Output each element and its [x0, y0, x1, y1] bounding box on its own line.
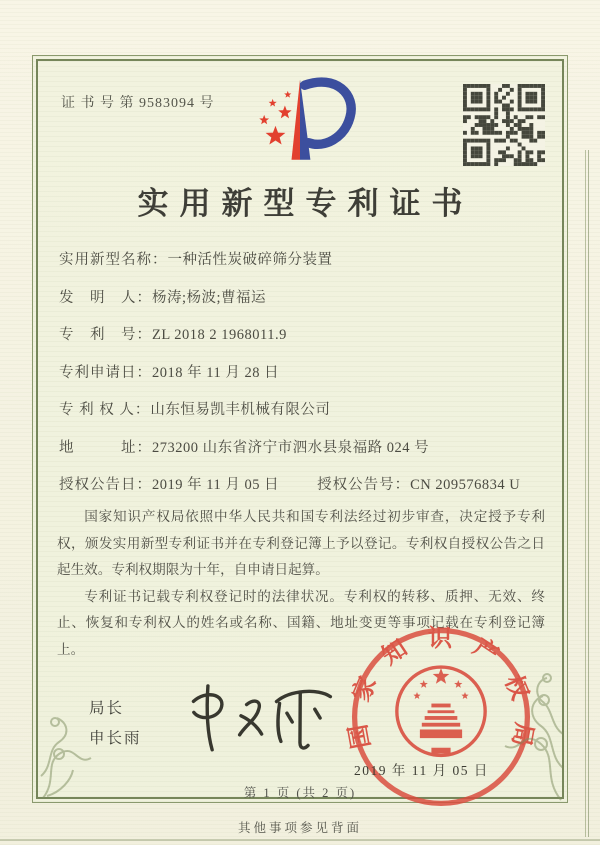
grant-date-value: 2019 年 11 月 05 日 [152, 477, 280, 493]
field-value: 山东恒易凯丰机械有限公司 [150, 402, 331, 418]
field-utility-model-name [59, 250, 543, 270]
qr-code-icon [463, 84, 545, 166]
field-value: ZL 2018 2 1968011.9 [152, 327, 287, 343]
certificate-title: 实用新型专利证书 [137, 186, 474, 221]
cnipa-logo-icon [234, 70, 366, 174]
field-patent-number [59, 325, 543, 345]
field-label: 专 利 号： [59, 327, 152, 343]
field-address [59, 438, 543, 458]
grant-number-label: 授权公告号： [317, 477, 411, 493]
grant-number-value: CN 209576834 U [410, 477, 521, 493]
handwritten-signature-icon [172, 671, 355, 761]
field-patentee [59, 400, 543, 420]
commissioner-name: 申长雨 [89, 730, 142, 747]
certificate-frame [32, 55, 568, 803]
spacer [279, 475, 317, 495]
page-number: 第 1 页 (共 2 页) [243, 786, 357, 800]
logo-red-wedge [292, 80, 300, 160]
commissioner-block [89, 694, 142, 754]
field-label: 专 利 权 人： [59, 402, 151, 418]
seal-national-emblem [397, 667, 485, 755]
field-label: 专利申请日： [59, 364, 152, 381]
legal-paragraph-2: 专利证书记载专利权登记时的法律状况。专利权的转移、质押、无效、终止、恢复和专利权人的姓名或名称、国籍、地址变更等事项记载在专利登记簿上。 [57, 588, 545, 657]
certificate-number: 证 书 号 第 9583094 号 [61, 96, 215, 111]
field-grant-announcement [59, 475, 543, 495]
grant-date-label: 授权公告日： [59, 477, 152, 493]
commissioner-title: 局长 [89, 700, 125, 717]
field-value: 273200 山东省济宁市泗水县泉福路 024 号 [152, 439, 430, 456]
legal-paragraph-1: 国家知识产权局依照中华人民共和国专利法经过初步审查，决定授予专利权，颁发实用新型专利证书并在专利登记簿上予以登记。专利权自授权公告之日起生效。专利权期限为十年，自申请日起算。 [57, 509, 545, 577]
back-note: 其他事项参见背面 [237, 821, 362, 835]
field-inventors [59, 288, 543, 308]
field-value: 一种活性炭破碎筛分装置 [167, 252, 333, 268]
field-list [59, 250, 543, 495]
field-label: 发 明 人： [59, 289, 152, 306]
field-application-date [59, 363, 543, 383]
field-value: 杨涛;杨波;曹福运 [152, 289, 267, 306]
field-label: 实用新型名称： [59, 252, 168, 268]
seal-date: 2019 年 11 月 05 日 [354, 763, 489, 778]
field-value: 2018 年 11 月 28 日 [152, 364, 280, 381]
scan-edge-line [585, 150, 589, 837]
scan-edge-line [0, 839, 600, 841]
logo-p-bowl [305, 82, 351, 144]
seal-text: 国家知识产权局 [345, 625, 537, 751]
field-label: 地 址： [59, 439, 152, 456]
